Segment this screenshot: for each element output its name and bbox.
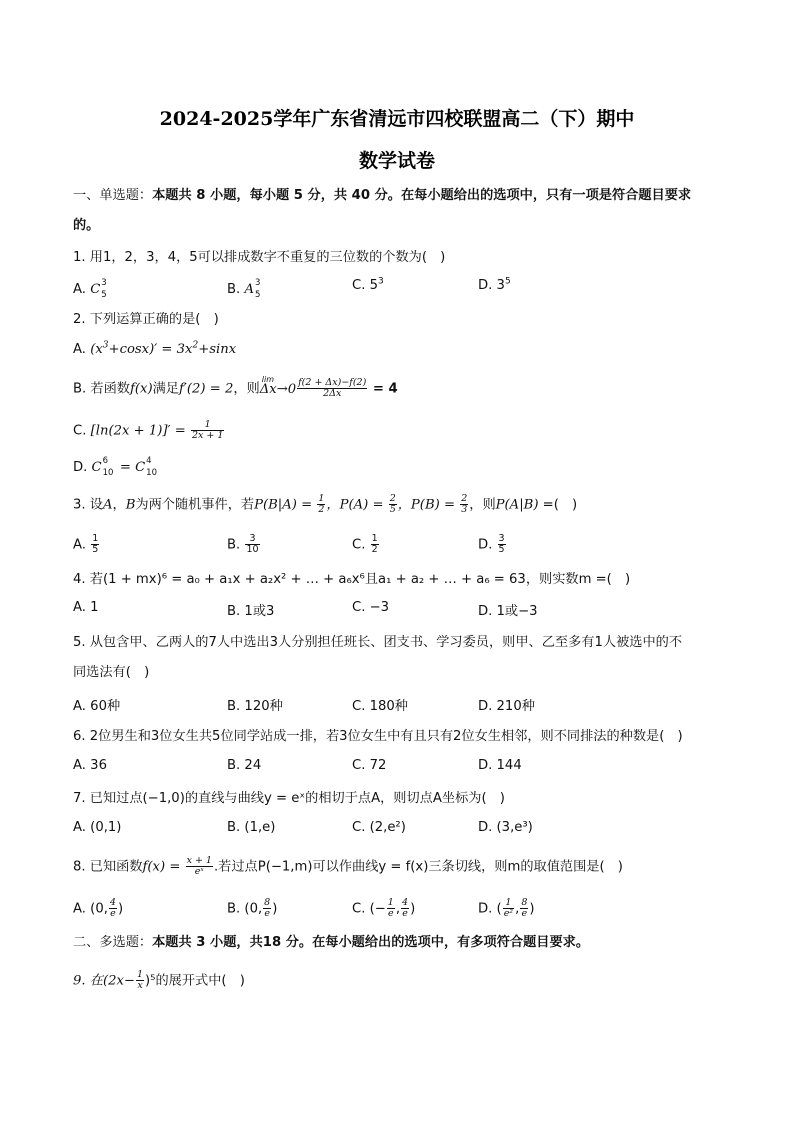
q3-option-c[interactable]: C. $\frac{1}{2}$ (352, 533, 378, 555)
section-1-instructions-cont: 的。 (73, 218, 100, 233)
q8-option-c[interactable]: C. (− $\frac{1}{e}$ , $\frac{4}{e}$ ) (352, 897, 416, 919)
q5-option-b[interactable]: B. 120种 (227, 699, 283, 714)
q1-option-c[interactable]: C. $5^3$ (352, 276, 384, 293)
q1-option-b[interactable]: B. A 3 5 (227, 278, 261, 300)
question-3-stem: 3. 设A，B为两个随机事件，若P(B|A) = $\frac{1}{2}$ ，P(A) = $\frac{2}{5}$ ，P(B) = $\frac{2}{3}$ ，则P(A|B) =( ) (73, 493, 578, 515)
q8-option-d[interactable]: D. ( $\frac{1}{\text{e²}}$ , $\frac{8}{e}$ ) (478, 897, 535, 919)
q7-option-d[interactable]: D. (3,e³) (478, 820, 533, 835)
section-1-label: 一、单选题： (73, 188, 153, 203)
q5-option-c[interactable]: C. 180种 (352, 699, 408, 714)
question-6-stem: 6. 2位男生和3位女生共5位同学站成一排，若3位女生中有且只有2位女生相邻，则不同排法的种数是( ) (73, 729, 683, 744)
question-3-options (73, 534, 733, 554)
q2-option-c[interactable]: C. [ln(2x + 1)]′ = $\frac{1}{2x + 1}$ (73, 419, 224, 441)
q8-option-b[interactable]: B. (0, $\frac{8}{e}$ ) (227, 897, 278, 919)
question-4-stem: 4. 若(1 + mx)⁶ = a₀ + a₁x + a₂x² + … + a₆x⁶且a₁ + a₂ + … + a₆ = 63，则实数m =( ) (73, 572, 631, 587)
question-1-stem: 1. 用1，2，3，4，5可以排成数字不重复的三位数的个数为( ) (73, 250, 446, 265)
section-2-instructions: 本题共 3 小题，共18 分。在每小题给出的选项中，有多项符合题目要求。 (152, 935, 590, 950)
question-2-stem: 2. 下列运算正确的是( ) (73, 312, 219, 327)
question-8-stem: 8. 已知函数f(x) = $\frac{x + 1}{\text{eˣ}}$ .若过点P(−1,m)可以作曲线y = f(x)三条切线，则m的取值范围是( ) (73, 855, 623, 877)
question-7-stem: 7. 已知过点(−1,0)的直线与曲线y = eˣ的相切于点A，则切点A坐标为( ) (73, 791, 505, 806)
q2-option-a[interactable]: A. $(x^3+\cos x)' = 3x^2+\sin x$ (73, 340, 237, 357)
q2-option-d[interactable]: D. C 6 10 = C 4 10 (73, 456, 157, 478)
q6-option-c[interactable]: C. 72 (352, 758, 387, 773)
section-2-heading (73, 933, 733, 953)
q5-option-d[interactable]: D. 210种 (478, 699, 535, 714)
q1-option-a[interactable]: A. C 3 5 (73, 278, 107, 300)
q7-option-b[interactable]: B. (1,e) (227, 820, 276, 835)
section-2-label: 二、多选题： (73, 935, 153, 950)
q4-option-c[interactable]: C. −3 (352, 600, 390, 615)
question-4-options (73, 600, 733, 620)
q4-option-b[interactable]: B. 1或3 (227, 604, 275, 619)
q6-option-d[interactable]: D. 144 (478, 758, 522, 773)
section-1-instructions: 本题共 8 小题，每小题 5 分，共 40 分。在每小题给出的选项中，只有一项是符合题目要求 (152, 188, 692, 203)
q6-option-a[interactable]: A. 36 (73, 758, 107, 773)
question-6-options (73, 758, 733, 778)
q1-option-d[interactable]: D. $3^5$ (478, 276, 511, 293)
q7-option-a[interactable]: A. (0,1) (73, 820, 122, 835)
q5-option-a[interactable]: A. 60种 (73, 699, 121, 714)
q4-option-a[interactable]: A. 1 (73, 600, 99, 615)
q7-option-c[interactable]: C. (2,e²) (352, 820, 406, 835)
q3-option-d[interactable]: D. $\frac{3}{5}$ (478, 533, 505, 555)
page-subtitle: 数学试卷 (358, 150, 435, 172)
question-5-stem-cont: 同选法有( ) (73, 665, 150, 680)
question-9-stem: 9. 在(2x− $\frac{1}{x}$ )⁵的展开式中( ) (73, 969, 245, 991)
q4-option-d[interactable]: D. 1或−3 (478, 604, 538, 619)
page-title: 2024-2025学年广东省清远市四校联盟高二（下）期中 (159, 108, 635, 130)
section-1-heading-cont (73, 216, 733, 236)
question-5-stem: 5. 从包含甲、乙两人的7人中选出3人分别担任班长、团支书、学习委员，则甲、乙至多有1人被选中的不 (73, 635, 683, 650)
q2-option-b[interactable]: B. 若函数f(x)满足f′(2) = 2，则 lim Δx→0 $\frac{f(2 + \Delta x)-f(2)}{2\Delta x}$ = 4 (73, 374, 398, 399)
question-1-options (73, 278, 733, 298)
question-8-options (73, 898, 733, 918)
question-5-options (73, 695, 733, 715)
q8-option-a[interactable]: A. (0, $\frac{4}{e}$ ) (73, 897, 124, 919)
section-1-heading (73, 186, 733, 206)
q3-option-b[interactable]: B. $\frac{3}{10}$ (227, 533, 259, 555)
question-7-options (73, 820, 733, 840)
q6-option-b[interactable]: B. 24 (227, 758, 262, 773)
q3-option-a[interactable]: A. $\frac{1}{5}$ (73, 533, 99, 555)
